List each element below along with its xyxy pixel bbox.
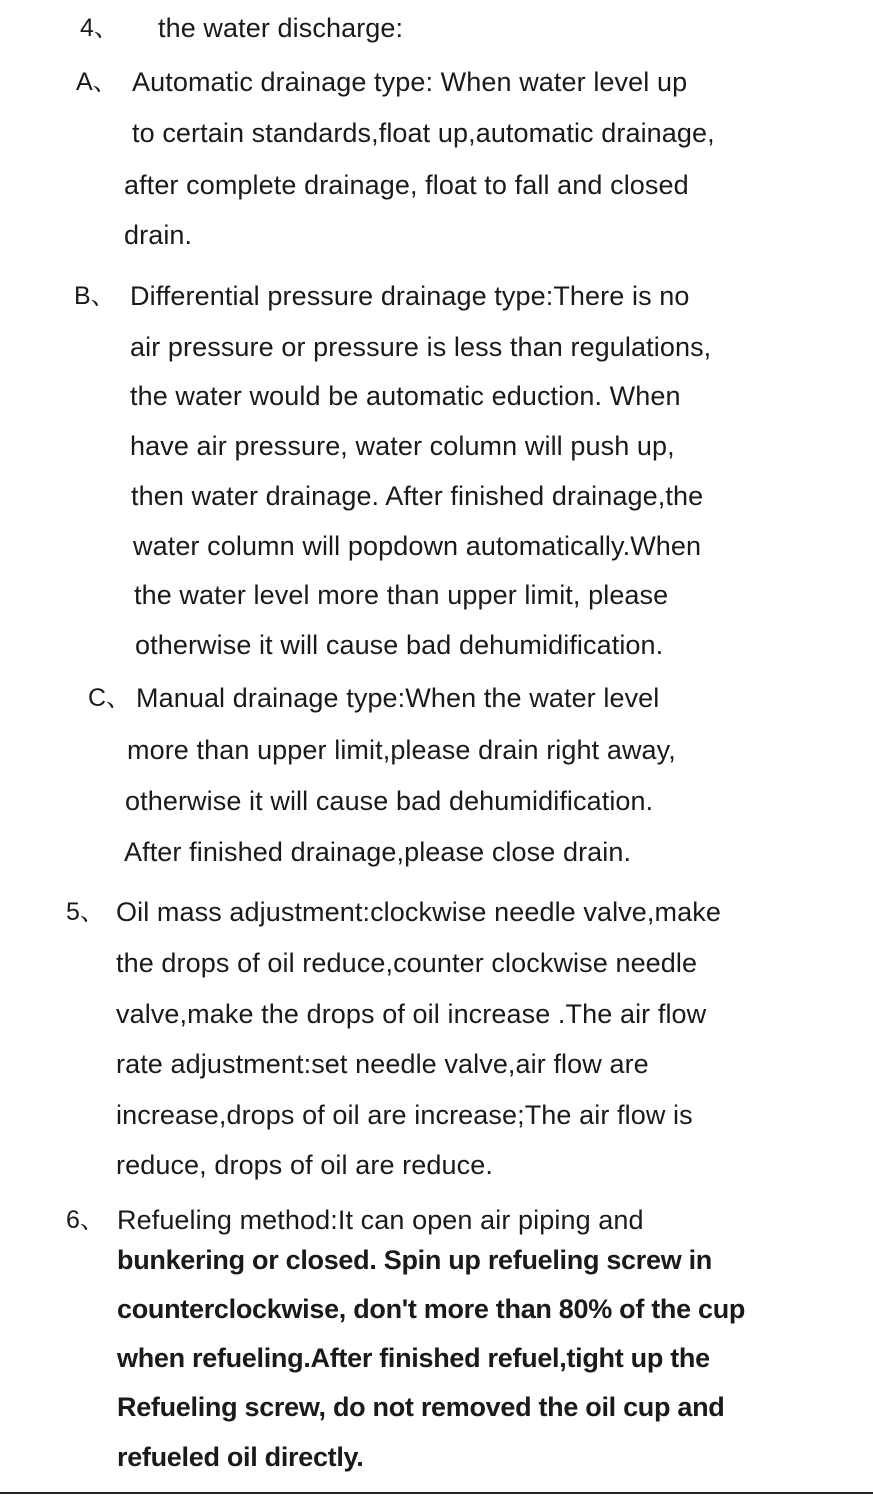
text-line: Refueling screw, do not removed the oil cup and [117,1392,725,1422]
text-line: after complete drainage, float to fall and closed [124,170,689,200]
text-line: refueled oil directly. [117,1442,364,1472]
text-line: the water would be automatic eduction. When [130,381,681,411]
text-line: water column will popdown automatically.When [133,531,702,561]
text-line: rate adjustment:set needle valve,air flow are [116,1049,649,1079]
text-line: when refueling.After finished refuel,tight up the [117,1343,710,1373]
text-line: Differential pressure drainage type:There is no [130,281,690,311]
text-line: the water level more than upper limit, please [134,580,669,610]
text-line: Automatic drainage type: When water level up [132,67,688,97]
item-marker-5: 5、 [66,898,105,926]
heading-water-discharge: the water discharge: [158,13,404,43]
text-line: Manual drainage type:When the water level [136,683,660,713]
text-line: have air pressure, water column will push up, [130,431,675,461]
text-line: the drops of oil reduce,counter clockwise needle [116,948,698,978]
item-marker-6: 6、 [66,1206,105,1234]
text-line: then water drainage. After finished drainage,the [131,481,704,511]
text-line: otherwise it will cause bad dehumidification. [135,630,664,660]
bottom-rule [0,1492,873,1494]
item-marker-4: 4、 [80,14,119,42]
text-line: valve,make the drops of oil increase .The air flow [116,999,707,1029]
item-marker-c: C、 [88,684,132,712]
text-line: more than upper limit,please drain right away, [127,735,676,765]
text-line: air pressure or pressure is less than regulations, [130,332,712,362]
text-line: reduce, drops of oil are reduce. [116,1150,493,1180]
text-line: counterclockwise, don't more than 80% of the cup [117,1294,746,1324]
text-line: Oil mass adjustment:clockwise needle valve,make [116,897,721,927]
text-line: to certain standards,float up,automatic drainage, [132,118,715,148]
text-line: drain. [124,220,193,250]
text-line: After finished drainage,please close drain. [124,837,632,867]
item-marker-a: A、 [76,68,118,96]
text-line: bunkering or closed. Spin up refueling screw in [117,1245,712,1275]
text-line: Refueling method:It can open air piping and [117,1205,644,1235]
text-line: increase,drops of oil are increase;The air flow is [116,1100,693,1130]
text-line: otherwise it will cause bad dehumidification. [125,786,654,816]
item-marker-b: B、 [74,282,116,310]
